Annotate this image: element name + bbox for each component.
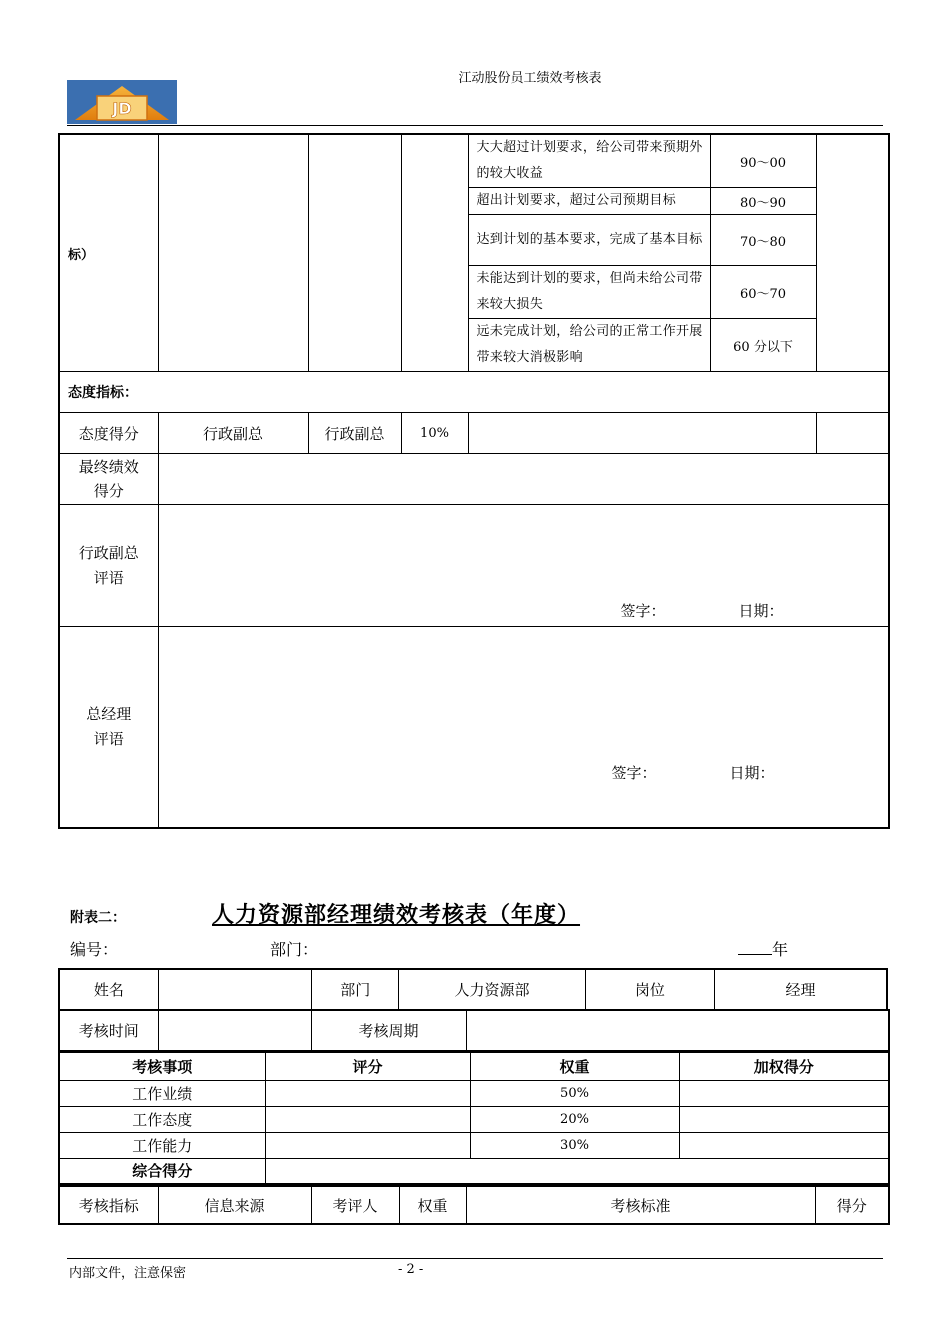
vp-sign-label: 签字： [620, 602, 666, 620]
summary-weighted [679, 1080, 889, 1106]
detail-header: 考评人 [311, 1186, 399, 1224]
attitude-section-heading: 态度指标： [59, 372, 889, 413]
indicator-label-cell: 标） [59, 134, 158, 372]
footer-confidential: 内部文件，注意保密 [69, 1266, 187, 1281]
summary-rating [265, 1080, 470, 1106]
attitude-evaluator: 行政副总 [308, 413, 401, 454]
summary-header: 考核事项 [59, 1052, 265, 1080]
final-score-value [158, 454, 889, 505]
detail-header: 权重 [399, 1186, 466, 1224]
summary-header: 评分 [265, 1052, 470, 1080]
detail-header-table [58, 1185, 890, 1225]
summary-item: 工作业绩 [59, 1080, 265, 1106]
score-cell [816, 134, 889, 372]
vp-date-label: 日期： [738, 602, 784, 620]
detail-header: 考核标准 [466, 1186, 815, 1224]
summary-weighted [679, 1132, 889, 1158]
summary-header: 权重 [470, 1052, 679, 1080]
time-label: 考核时间 [59, 1010, 158, 1051]
total-score-label: 综合得分 [59, 1158, 265, 1184]
summary-item: 工作能力 [59, 1132, 265, 1158]
header-rule [67, 125, 883, 126]
criterion-range: 90～00 [710, 134, 816, 188]
detail-header: 得分 [815, 1186, 889, 1224]
vp-comment-label: 行政副总评语 [59, 505, 158, 627]
post-label: 岗位 [585, 969, 714, 1010]
year-blank [738, 940, 772, 955]
gm-comment-label: 总经理评语 [59, 627, 158, 828]
criterion-range: 60 分以下 [710, 319, 816, 372]
criterion-range: 80～90 [710, 188, 816, 215]
attitude-criteria-cell [468, 413, 816, 454]
criterion-text: 远未完成计划，给公司的正常工作开展带来较大消极影响 [468, 319, 710, 372]
attitude-info-source: 行政副总 [158, 413, 308, 454]
attachment-label: 附表二： [70, 910, 126, 926]
name-label: 姓名 [59, 969, 158, 1010]
gm-date-label: 日期： [729, 764, 775, 782]
name-value [158, 969, 311, 1010]
gm-sign-label: 签字： [611, 764, 657, 782]
summary-score-table [58, 1051, 890, 1185]
summary-weighted [679, 1106, 889, 1132]
hr-manager-period-table [58, 1009, 890, 1051]
gm-comment-area [158, 627, 889, 828]
summary-item: 工作态度 [59, 1106, 265, 1132]
summary-header: 加权得分 [679, 1052, 889, 1080]
info-source-cell [158, 134, 308, 372]
criterion-text: 达到计划的基本要求，完成了基本目标 [468, 215, 710, 266]
footer-rule [67, 1258, 883, 1259]
criterion-text: 超出计划要求，超过公司预期目标 [468, 188, 710, 215]
summary-rating [265, 1106, 470, 1132]
criterion-text: 未能达到计划的要求，但尚未给公司带来较大损失 [468, 266, 710, 319]
weight-cell [401, 134, 468, 372]
company-logo [67, 80, 177, 124]
evaluation-table-continued [58, 133, 890, 829]
attitude-weight: 10% [401, 413, 468, 454]
criterion-range: 70～80 [710, 215, 816, 266]
dept-label: 部门 [312, 969, 399, 1010]
detail-header: 信息来源 [158, 1186, 311, 1224]
post-value: 经理 [715, 969, 887, 1010]
period-value [466, 1010, 889, 1051]
criterion-text: 大大超过计划要求，给公司带来预期外的较大收益 [468, 134, 710, 188]
summary-rating [265, 1132, 470, 1158]
attitude-score-label: 态度得分 [59, 413, 158, 454]
final-score-label: 最终绩效得分 [59, 454, 158, 505]
form-year [738, 937, 788, 960]
footer-page-number: - 2 - [398, 1262, 424, 1277]
year-suffix: 年 [772, 940, 789, 959]
attitude-score-cell [816, 413, 889, 454]
vp-comment-area [158, 505, 889, 627]
summary-weight: 50% [470, 1080, 679, 1106]
period-label: 考核周期 [311, 1010, 466, 1051]
hr-manager-info-table [58, 968, 888, 1011]
evaluator-cell [308, 134, 401, 372]
dept-value: 人力资源部 [399, 969, 585, 1010]
summary-weight: 30% [470, 1132, 679, 1158]
form-number-label: 编号： [70, 940, 119, 959]
form-department-label: 部门： [270, 940, 319, 959]
summary-weight: 20% [470, 1106, 679, 1132]
form-title: 人力资源部经理绩效考核表（年度） [212, 902, 581, 928]
document-header-title: 江动股份员工绩效考核表 [458, 71, 602, 86]
logo-lettering: JD [112, 99, 132, 118]
criterion-range: 60～70 [710, 266, 816, 319]
time-value [158, 1010, 311, 1051]
total-score-value [265, 1158, 889, 1184]
detail-header: 考核指标 [59, 1186, 158, 1224]
